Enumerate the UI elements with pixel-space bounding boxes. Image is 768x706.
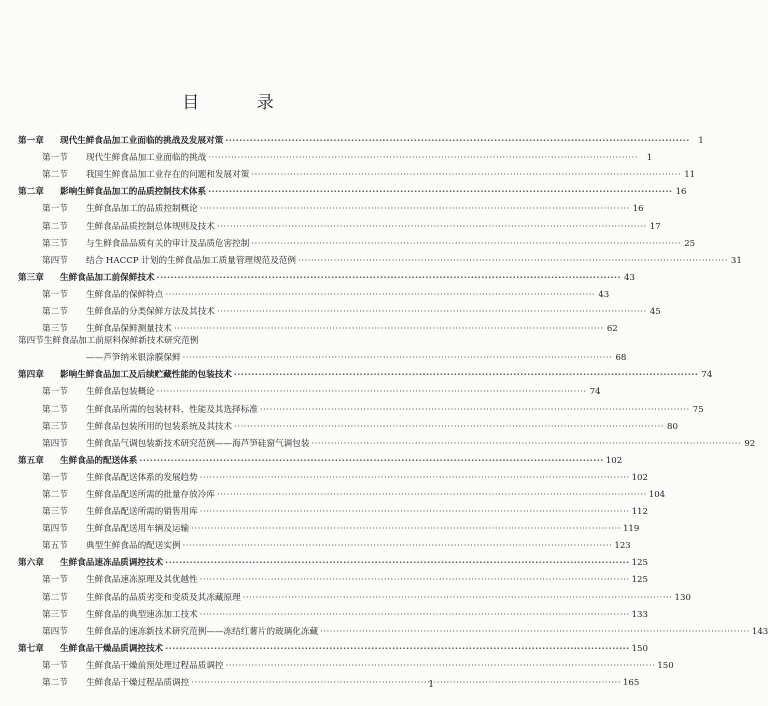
toc-leader-dots (183, 352, 613, 364)
toc-entry-title: 影响生鲜食品加工及后续贮藏性能的包装技术 (60, 370, 232, 381)
toc-entry-number: 第四节 (42, 255, 68, 266)
toc-section-entry[interactable] (18, 318, 618, 335)
toc-section-entry[interactable] (18, 164, 696, 181)
toc-leader-dots (234, 369, 698, 381)
toc-entry-title: 现代生鲜食品加工业面临的挑战及发展对策 (60, 136, 224, 147)
toc-entry-title: ——芦笋纳米银涂膜保鲜 (86, 353, 181, 364)
toc-leader-dots (191, 677, 621, 689)
toc-chapter-entry[interactable] (18, 364, 713, 381)
toc-leader-dots (217, 306, 647, 318)
toc-entry-title: 生鲜食品包装所用的包装系统及其技术 (86, 421, 233, 432)
toc-entry-page: 74 (589, 387, 601, 398)
toc-leader-dots (225, 135, 689, 147)
toc-entry-number: 第三节 (42, 421, 68, 432)
toc-entry-page: 150 (631, 643, 648, 654)
toc-entry-title: 与生鲜食品品质有关的审计及品质危害控制 (86, 238, 250, 249)
toc-entry-page: 102 (605, 455, 623, 466)
toc-entry-number: 第一节 (42, 472, 68, 483)
toc-entry-number: 第二节 (42, 489, 68, 500)
toc-leader-dots (320, 626, 750, 638)
toc-leader-dots (174, 323, 604, 335)
toc-leader-dots (200, 506, 630, 518)
toc-entry-page: 92 (744, 438, 756, 449)
toc-entry-page: 123 (614, 541, 631, 552)
toc-entry-continuation[interactable] (18, 347, 627, 364)
toc-entry-page: 17 (649, 221, 661, 232)
toc-entry-page: 31 (730, 255, 742, 266)
page-title: 目 录 (182, 93, 300, 113)
toc-entry-title: 生鲜食品所需的包装材料、性能及其选择标准 (86, 404, 258, 415)
toc-leader-dots (183, 540, 613, 552)
toc-entry-number: 第七章 (18, 643, 44, 654)
toc-entry-title: 生鲜食品配送用车辆及运输 (86, 524, 190, 535)
toc-section-entry[interactable] (18, 586, 691, 603)
toc-entry-number: 第四节 (42, 626, 68, 637)
toc-entry-number: 第四节 (42, 524, 68, 535)
toc-section-entry[interactable] (18, 416, 678, 433)
page-number: 1 (428, 680, 434, 690)
toc-entry-number: 第一章 (18, 136, 44, 147)
toc-leader-dots (260, 404, 690, 416)
toc-entry-title: 生鲜食品配送所需的批量存放冷库 (86, 489, 215, 500)
toc-entry-page: 75 (692, 404, 704, 415)
toc-entry-number: 第一节 (42, 289, 68, 300)
toc-entry-page: 43 (598, 289, 610, 300)
toc-entry-title: 生鲜食品保鲜测量技术 (86, 324, 172, 335)
toc-entry-page: 130 (674, 592, 691, 603)
toc-entry-page: 165 (622, 678, 640, 688)
toc-chapter-entry[interactable] (18, 450, 623, 467)
toc-entry-title: 生鲜食品的配送体系 (60, 455, 138, 466)
toc-entry-number: 第一节 (42, 575, 68, 586)
toc-entry-title: 影响生鲜食品加工的品质控制技术体系 (60, 187, 207, 198)
toc-chapter-entry[interactable] (18, 552, 648, 569)
toc-entry-title: 生鲜食品加工前保鲜技术 (60, 272, 155, 283)
toc-entry-title: 我国生鲜食品加工业存在的问题和发展对策 (86, 170, 250, 181)
toc-entry-page: 74 (701, 370, 713, 381)
toc-entry-page: 125 (631, 558, 648, 569)
toc-entry-number: 第四节 (18, 336, 44, 347)
toc-entry-title: 生鲜食品包装概论 (86, 387, 155, 398)
toc-section-entry[interactable] (18, 467, 648, 484)
toc-section-entry[interactable] (18, 433, 756, 450)
toc-leader-dots (200, 203, 630, 215)
toc-entry-page: 16 (675, 187, 687, 198)
toc-entry-page: 102 (631, 472, 648, 483)
toc-leader-dots (226, 660, 656, 672)
toc-entry-title: 生鲜食品干燥过程品质调控 (86, 678, 190, 688)
toc-entry-page: 143 (751, 626, 768, 637)
toc-leader-dots (200, 574, 630, 586)
toc-chapter-entry[interactable] (18, 130, 704, 147)
toc-section-entry[interactable] (18, 604, 648, 621)
toc-leader-dots (217, 221, 647, 233)
toc-entry-number: 第一节 (42, 387, 68, 398)
toc-entry-title: 生鲜食品的典型速冻加工技术 (86, 609, 198, 620)
toc-entry-number: 第三章 (18, 272, 44, 283)
toc-leader-dots (200, 609, 630, 621)
toc-entry-title: 生鲜食品加工的品质控制概论 (86, 204, 198, 215)
toc-leader-dots (165, 557, 629, 569)
toc-section-entry[interactable] (18, 518, 640, 535)
toc-section-entry[interactable] (18, 284, 610, 301)
toc-entry-number: 第三节 (42, 609, 68, 620)
toc-entry-number: 第二节 (42, 592, 68, 603)
toc-leader-dots (217, 489, 647, 501)
toc-entry-number: 第三节 (42, 238, 68, 249)
toc-section-entry[interactable] (18, 621, 768, 638)
toc-section-entry[interactable] (18, 569, 648, 586)
toc-entry-title: 生鲜食品的保鲜特点 (86, 289, 164, 300)
toc-entry-title: 生鲜食品品质控制总体规则及技术 (86, 221, 215, 232)
toc-section-entry[interactable] (18, 501, 648, 518)
toc-section-entry[interactable] (18, 215, 661, 232)
toc-leader-dots (208, 186, 672, 198)
toc-entry-page: 43 (624, 272, 635, 283)
toc-section-entry[interactable] (18, 655, 674, 672)
toc-entry-number: 第四章 (18, 370, 44, 381)
toc-leader-dots (243, 592, 673, 604)
toc-section-entry[interactable] (18, 147, 653, 164)
toc-entry-page: 125 (631, 575, 648, 586)
toc-leader-dots (191, 523, 621, 535)
toc-leader-dots (311, 438, 741, 450)
toc-entry-title: 生鲜食品气调包装新技术研究范例——海芦笋硅窗气调包装 (86, 438, 310, 449)
toc-leader-dots (165, 289, 595, 301)
toc-section-entry[interactable] (18, 198, 644, 215)
toc-entry-page: 150 (657, 660, 674, 671)
toc-entry-number: 第二章 (18, 187, 44, 198)
toc-leader-dots (251, 238, 681, 250)
toc-entry-page: 80 (667, 421, 678, 432)
toc-entry-number: 第二节 (42, 307, 68, 318)
toc-section-entry[interactable] (18, 381, 601, 398)
toc-entry-page: 112 (631, 507, 648, 518)
toc-section-entry[interactable] (18, 301, 661, 318)
toc-entry-number: 第五章 (18, 455, 44, 466)
toc-entry-title: 生鲜食品配送所需的销售用库 (86, 507, 198, 518)
toc-leader-dots (139, 455, 603, 467)
toc-section-entry[interactable] (18, 233, 696, 250)
toc-entry-title: 典型生鲜食品的配送实例 (86, 541, 181, 552)
toc-entry-title: 生鲜食品的速冻新技术研究范例——冻结红薯片的玻璃化冻藏 (86, 626, 319, 637)
toc-entry-number: 第六章 (18, 558, 44, 569)
toc-entry-title: 结合 HACCP 计划的生鲜食品加工质量管理规范及范例 (86, 255, 296, 266)
toc-entry-number: 第一节 (42, 660, 68, 671)
toc-leader-dots (234, 421, 664, 433)
toc-section-entry[interactable] (18, 398, 704, 415)
toc-entry-title: 生鲜食品的分类保鲜方法及其技术 (86, 307, 215, 318)
toc-chapter-entry[interactable] (18, 638, 648, 655)
toc-leader-dots (298, 255, 728, 267)
toc-entry-page: 45 (649, 307, 661, 318)
toc-entry-title: 生鲜食品配送体系的发展趋势 (86, 472, 198, 483)
toc-entry-page: 104 (648, 489, 666, 500)
toc-leader-dots (157, 386, 587, 398)
toc-leader-dots (157, 272, 621, 284)
toc-entry-number: 第一节 (42, 204, 68, 215)
toc-leader-dots (208, 152, 638, 164)
toc-entry-page: 62 (606, 324, 618, 335)
toc-leader-dots (165, 643, 629, 655)
toc-entry-title: 生鲜食品干燥品质调控技术 (60, 643, 164, 654)
toc-section-entry[interactable] (18, 250, 742, 267)
toc-section-entry[interactable] (18, 484, 666, 501)
toc-entry-page: 11 (684, 170, 696, 181)
toc-entry-number: 第二节 (42, 221, 68, 232)
toc-entry-page: 133 (631, 609, 648, 620)
toc-section-entry[interactable] (18, 535, 631, 552)
toc-chapter-entry[interactable] (18, 267, 635, 284)
toc-entry-title: 生鲜食品干燥前预处理过程品质调控 (86, 660, 224, 671)
toc-entry-page: 68 (615, 353, 627, 364)
toc-entry-title: 生鲜食品速冻品质调控技术 (60, 558, 164, 569)
toc-entry-number: 第二节 (42, 404, 68, 415)
toc-entry-number: 第二节 (42, 170, 68, 181)
toc-chapter-entry[interactable] (18, 181, 687, 198)
toc-entry-number: 第四节 (42, 438, 68, 449)
toc-entry-title: 现代生鲜食品加工业面临的挑战 (86, 153, 207, 164)
toc-entry-title: 生鲜食品的品质劣变和变质及其冻藏原理 (86, 592, 241, 603)
toc-section-entry[interactable] (18, 335, 433, 347)
toc-entry-page: 16 (632, 204, 644, 215)
toc-entry-number: 第三节 (42, 324, 68, 335)
toc-leader-dots (251, 169, 681, 181)
toc-entry-page: 1 (698, 136, 704, 147)
toc-section-entry[interactable] (18, 672, 640, 689)
toc-entry-title: 生鲜食品加工前原料保鲜新技术研究范例 (43, 336, 199, 347)
toc-entry-number: 第五节 (42, 541, 68, 552)
toc-entry-page: 119 (622, 524, 640, 535)
toc-entry-page: 1 (646, 153, 653, 164)
toc-entry-title: 生鲜食品速冻原理及其优越性 (86, 575, 198, 586)
toc-entry-number: 第二节 (42, 678, 68, 688)
toc-entry-page: 25 (684, 238, 696, 249)
toc-leader-dots (200, 472, 630, 484)
toc-entry-number: 第一节 (42, 153, 68, 164)
toc-entry-number: 第三节 (42, 507, 68, 518)
table-of-contents (18, 130, 768, 689)
